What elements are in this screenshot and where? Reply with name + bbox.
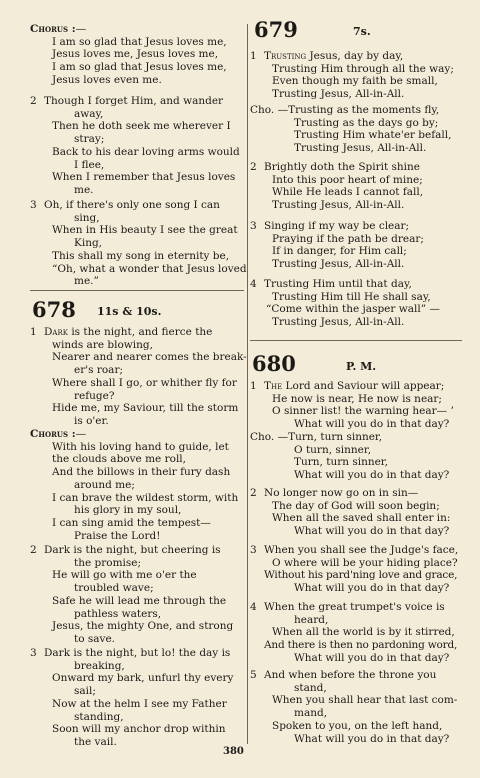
verse-number: 3: [30, 647, 37, 659]
verse-number: 4: [250, 601, 257, 613]
verse-3: 3 Oh, if there's only one song I can sing, When in His beauty I see the great King, This shall my song in eternity be, “Oh, what a wonder that Jesus loved me.”: [30, 199, 247, 288]
hymn-678-verse-1: 1 Dark is the night, and fierce the winds are blowing, Nearer and nearer comes the break- er's roar; Where shall I go, or whither fly for refuge? Hide me, my Saviour, till the storm is o'er.: [30, 326, 247, 427]
hymn-680-verse-5: 5 And when before the throne you stand, When you shall hear that last com- mand, Spoken to you, on the left hand, What will you do in that day?: [250, 669, 458, 745]
page-number: 380: [223, 746, 244, 757]
hymn-680-chorus: Cho. —Turn, turn sinner, O turn, sinner, Turn, turn sinner, What will you do in that day?: [250, 431, 450, 482]
hymn-meter: 11s & 10s.: [97, 305, 162, 318]
hymn-679-verse-3: 3 Singing if my way be clear; Praying if the path be drear; If in danger, for Him call; Trusting Jesus, All-in-All.: [250, 220, 424, 271]
chorus-block-top: Chorus :— I am so glad that Jesus loves me, Jesus loves me, Jesus loves me, I am so glad that Jesus loves me, Jesus loves even me.: [30, 23, 227, 86]
hymn-678-chorus: Chorus :— With his loving hand to guide, let the clouds above me roll, And the billows in their fury dash around me; I can brave the wildest storm, with his glory in my soul, I can sing amid the tempest— Praise the Lord!: [30, 428, 239, 542]
verse-number: 2: [30, 95, 37, 107]
verse-number: 4: [250, 278, 257, 290]
verse-number: 2: [250, 487, 257, 499]
hymn-680-verse-3: 3 When you shall see the Judge's face, O where will be your hiding place? Without his pard'ning love and grace, What will you do in that day?: [250, 544, 459, 595]
hymn-678-verse-3: 3 Dark is the night, but lo! the day is breaking, Onward my bark, unfurl thy every sail; Now at the helm I see my Father standing, Soon will my anchor drop within the vail.: [30, 647, 234, 748]
verse-number: 3: [250, 220, 257, 232]
chorus-label: Cho.: [250, 431, 275, 443]
hymn-meter: P. M.: [346, 360, 377, 373]
verse-number: 3: [250, 544, 257, 556]
hymn-679-verse-2: 2 Brightly doth the Spirit shine Into this poor heart of mine; While He leads I cannot fall, Trusting Jesus, All-in-All.: [250, 161, 424, 212]
chorus-label: Chorus :: [30, 428, 76, 440]
hymn-680-verse-2: 2 No longer now go on in sin— The day of God will soon begin; When all the saved shall enter in: What will you do in that day?: [250, 487, 451, 538]
hymn-number-678: 678: [32, 297, 76, 322]
verse-number: 2: [250, 161, 257, 173]
hymn-678-verse-2: 2 Dark is the night, but cheering is the promise; He will go with me o'er the troubled wave; Safe he will lead me through the pathless waters, Jesus, the mighty One, and strong to save.: [30, 544, 234, 645]
hymn-679-chorus: Cho. —Trusting as the moments fly, Trusting as the days go by; Trusting Him whate'er befall, Trusting Jesus, All-in-All.: [250, 104, 452, 155]
verse-number: 2: [30, 544, 37, 556]
hymn-679-verse-1: 1 Trusting Jesus, day by day, Trusting Him through all the way; Even though my faith be small, Trusting Jesus, All-in-All.: [250, 50, 454, 101]
verse-number: 1: [30, 326, 37, 338]
hymn-number-679: 679: [254, 17, 298, 42]
hymn-679-verse-4: 4 Trusting Him until that day, Trusting Him till He shall say, “Come within the jasper wall” — Trusting Jesus, All-in-All.: [250, 278, 440, 329]
column-divider: [247, 24, 248, 744]
section-rule: [250, 340, 462, 341]
section-rule: [30, 290, 244, 291]
verse-2: 2 Though I forget Him, and wander away, Then he doth seek me wherever I stray; Back to his dear loving arms would I flee, When I remember that Jesus loves me.: [30, 95, 240, 196]
chorus-label: Chorus :: [30, 23, 76, 35]
verse-number: 1: [250, 50, 257, 62]
verse-number: 5: [250, 669, 257, 681]
chorus-label: Cho.: [250, 104, 275, 116]
verse-number: 1: [250, 380, 257, 392]
hymn-meter: 7s.: [353, 25, 371, 38]
verse-number: 3: [30, 199, 37, 211]
hymn-680-verse-1: 1 The Lord and Saviour will appear; He now is near, He now is near; O sinner list! the warning hear— ’ What will you do in that day?: [250, 380, 454, 431]
hymn-680-verse-4: 4 When the great trumpet's voice is heard, When all the world is by it stirred, And there is then no pardoning word, What will you do in that day?: [250, 601, 458, 664]
hymn-number-680: 680: [252, 351, 296, 376]
